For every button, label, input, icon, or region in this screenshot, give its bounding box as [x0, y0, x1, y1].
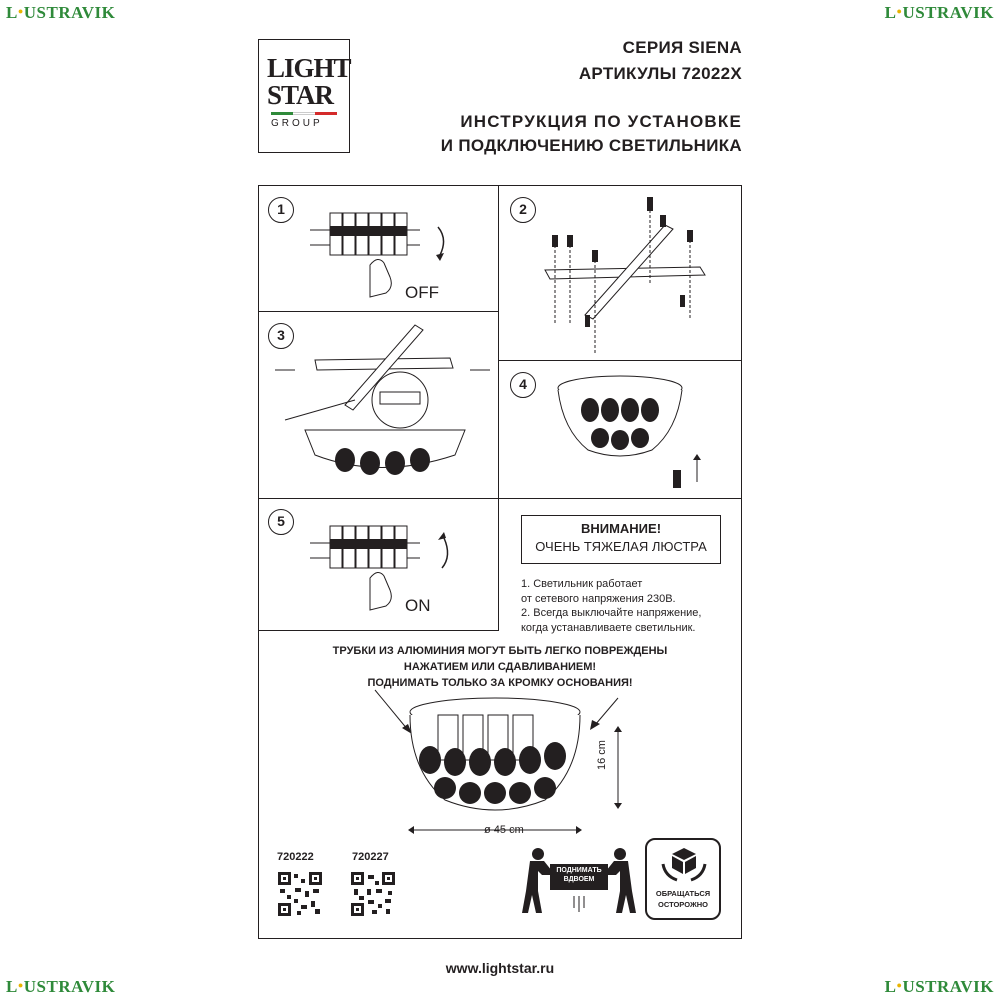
watermark-top-right: L●USTRAVIK [884, 3, 994, 22]
watermark-bottom-left: L●USTRAVIK [6, 977, 116, 996]
handle-line-2: ОСТОРОЖНО [658, 900, 708, 909]
step-badge-3: 3 [268, 323, 294, 349]
caution-text [258, 643, 742, 691]
lift-by-two-line-2: ВДВОЕМ [563, 876, 595, 883]
lightstar-logo [258, 39, 350, 153]
lift-by-two-line-1: ПОДНИМАТЬ [556, 867, 602, 874]
caution-line-2: НАЖАТИЕМ ИЛИ СДАВЛИВАНИЕМ! [403, 661, 597, 673]
watermark-bottom-right: L●USTRAVIK [884, 977, 994, 996]
fixture-assembled-illustration [555, 370, 735, 490]
divider-2-4 [498, 360, 742, 361]
flag-red [315, 112, 337, 115]
note-2-line-1: 2. Всегда выключайте напряжение, [521, 607, 702, 619]
logo-line3: GROUP [271, 118, 323, 129]
note-1-line-2: от сетевого напряжения 230В. [521, 593, 676, 605]
step-badge-1: 1 [268, 197, 294, 223]
article-code-2: 720227 [352, 851, 389, 863]
note-2 [521, 606, 701, 636]
divider-1-3 [258, 311, 499, 312]
handle-with-care-icon [645, 838, 721, 920]
footer-url[interactable]: www.lightstar.ru [445, 960, 555, 976]
note-2-line-2: когда устанавливаете светильник. [521, 622, 696, 634]
attention-box [521, 515, 721, 564]
note-1 [521, 577, 676, 607]
qr-code-1-icon [277, 871, 323, 917]
step-badge-5: 5 [268, 509, 294, 535]
attention-title: ВНИМАНИЕ! [580, 521, 662, 536]
qr-code-2-icon [350, 871, 396, 917]
article-code-1: 720222 [277, 851, 314, 863]
diameter-dimension: ø 45 cm [484, 824, 524, 836]
divider-3-5 [258, 498, 742, 499]
series-title: СЕРИЯ SIENA [622, 38, 742, 57]
handle-line-1: ОБРАЩАТЬСЯ [655, 889, 711, 898]
instruction-title-1: ИНСТРУКЦИЯ ПО УСТАНОВКЕ [460, 112, 742, 131]
height-dimension: 16 cm [596, 740, 608, 770]
logo-line1: LIGHT [267, 53, 351, 83]
caution-line-3: ПОДНИМАТЬ ТОЛЬКО ЗА КРОМКУ ОСНОВАНИЯ! [367, 677, 633, 689]
flag-green [271, 112, 293, 115]
breaker-panel-on-illustration [310, 518, 460, 618]
vertical-divider [498, 185, 499, 630]
handle-with-care-label [647, 888, 719, 910]
lift-by-two-label [552, 866, 606, 884]
step-badge-4: 4 [510, 372, 536, 398]
fragile-box-icon [661, 846, 707, 882]
off-label: OFF [405, 283, 439, 302]
flag-white [293, 112, 315, 115]
attention-subtitle: ОЧЕНЬ ТЯЖЕЛАЯ ЛЮСТРА [535, 539, 707, 554]
wiring-connection-illustration [275, 320, 490, 490]
divider-5-bottom [258, 630, 499, 631]
on-label: ON [405, 596, 431, 615]
logo-line2: STAR [267, 80, 334, 110]
watermark-top-left: L●USTRAVIK [6, 3, 116, 22]
note-1-line-1: 1. Светильник работает [521, 578, 643, 590]
caution-line-1: ТРУБКИ ИЗ АЛЮМИНИЯ МОГУТ БЫТЬ ЛЕГКО ПОВРЕЖДЕНЫ [332, 645, 668, 657]
articles-title: АРТИКУЛЫ 72022X [578, 64, 742, 83]
instruction-title-2: И ПОДКЛЮЧЕНИЮ СВЕТИЛЬНИКА [440, 136, 742, 155]
step-badge-2: 2 [510, 197, 536, 223]
mounting-bracket-screws-illustration [540, 195, 720, 355]
